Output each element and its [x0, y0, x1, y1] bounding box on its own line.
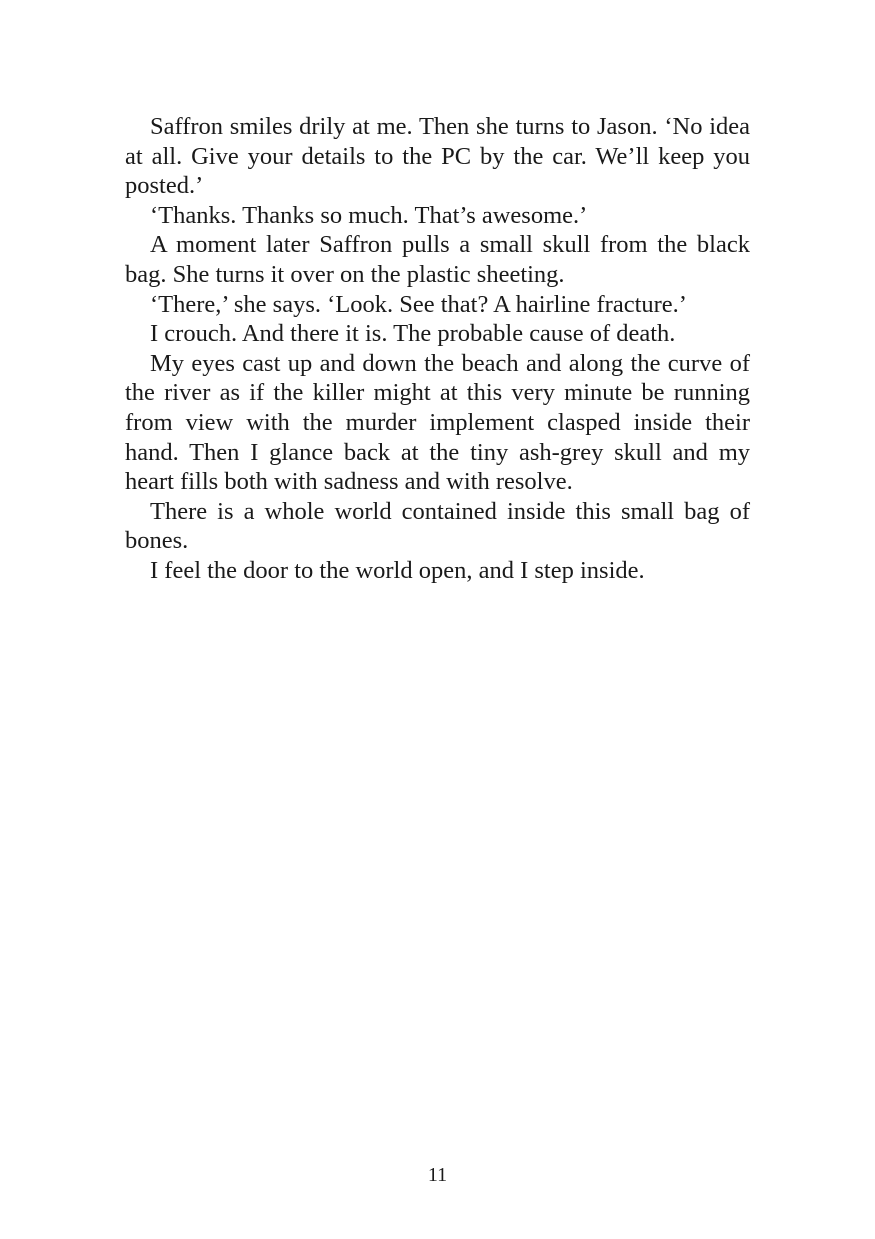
- page-number: 11: [427, 1164, 448, 1186]
- paragraph: My eyes cast up and down the beach and along the curve of the river as if the killer might at this very minute be running from view with the murder implement clasped inside their hand. Then I glance back at the tiny ash-grey skull and my heart fills both with sadness and with resolve.: [125, 349, 750, 496]
- body-text: [125, 112, 750, 586]
- paragraph: I crouch. And there it is. The probable cause of death.: [150, 320, 676, 348]
- paragraph: ‘There,’ she says. ‘Look. See that? A hairline fracture.’: [150, 290, 687, 318]
- paragraph: Saffron smiles drily at me. Then she turns to Jason. ‘No idea at all. Give your details to the PC by the car. We’ll keep you posted.’: [125, 113, 750, 200]
- paragraph: I feel the door to the world open, and I step inside.: [150, 556, 645, 584]
- paragraph: A moment later Saffron pulls a small skull from the black bag. She turns it over on the plastic sheeting.: [125, 231, 750, 288]
- paragraph: ‘Thanks. Thanks so much. That’s awesome.’: [150, 201, 588, 229]
- paragraph: There is a whole world contained inside this small bag of bones.: [125, 497, 750, 555]
